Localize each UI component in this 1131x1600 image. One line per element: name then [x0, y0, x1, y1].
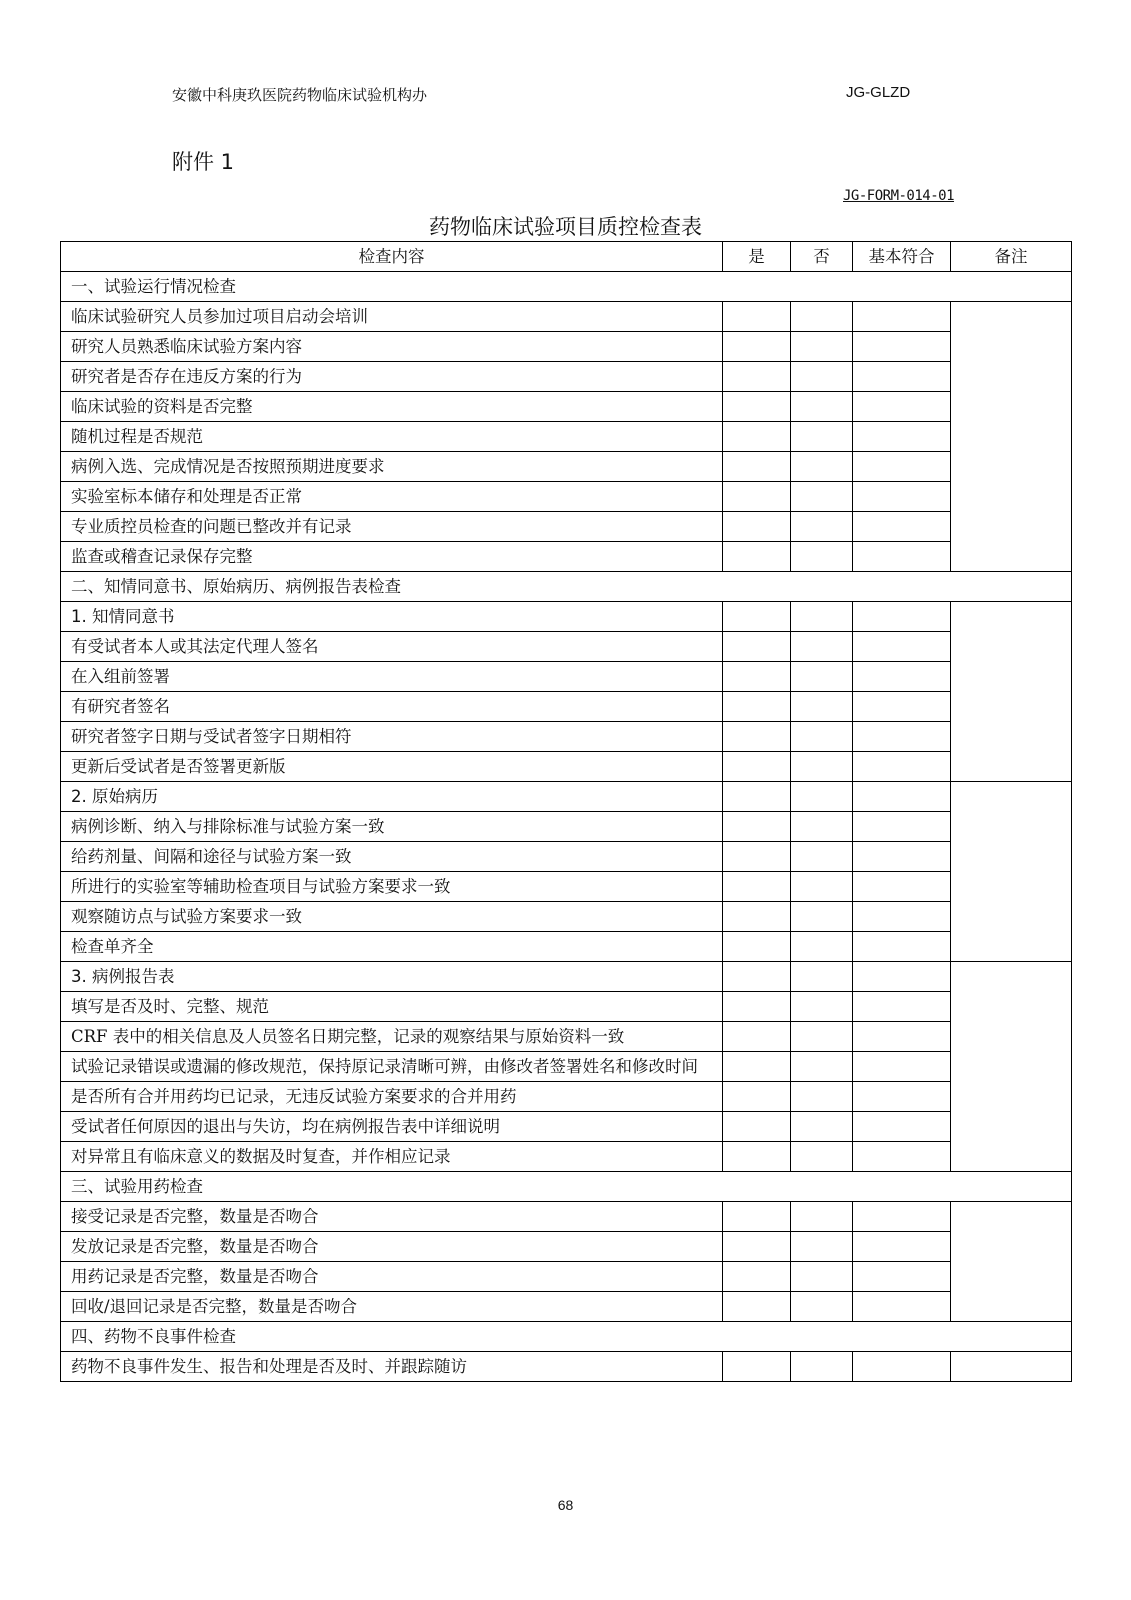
checklist-row: [61, 1202, 1072, 1232]
check-cell-yes[interactable]: [723, 602, 791, 632]
checklist-row: [61, 1142, 1072, 1172]
check-cell-no[interactable]: [791, 752, 853, 782]
check-cell-yes[interactable]: [723, 1232, 791, 1262]
col-header-content: 检查内容: [61, 242, 723, 272]
check-item: 病例诊断、纳入与排除标准与试验方案一致: [61, 812, 723, 842]
check-item: 对异常且有临床意义的数据及时复查，并作相应记录: [61, 1142, 723, 1172]
checklist-row: [61, 752, 1072, 782]
checklist-row: [61, 692, 1072, 722]
check-cell-no[interactable]: [791, 1232, 853, 1262]
checklist-row: [61, 512, 1072, 542]
check-cell-no[interactable]: [791, 812, 853, 842]
qc-checklist-table: [60, 241, 1072, 1382]
check-cell-no[interactable]: [791, 1352, 853, 1382]
section-heading: 一、试验运行情况检查: [61, 272, 1072, 302]
check-cell-no[interactable]: [791, 902, 853, 932]
check-cell-yes[interactable]: [723, 1262, 791, 1292]
check-cell-yes[interactable]: [723, 482, 791, 512]
check-cell-basically[interactable]: [853, 932, 951, 962]
subsection-heading: 1. 知情同意书: [61, 602, 723, 632]
check-cell-yes[interactable]: [723, 542, 791, 572]
checklist-row: [61, 332, 1072, 362]
check-cell-basically[interactable]: [853, 752, 951, 782]
section-heading: 四、药物不良事件检查: [61, 1322, 1072, 1352]
subsection-row: [61, 782, 1072, 812]
check-cell-yes[interactable]: [723, 812, 791, 842]
check-cell-no[interactable]: [791, 302, 853, 332]
subsection-row: [61, 962, 1072, 992]
col-header-yes: 是: [723, 242, 791, 272]
check-cell-no[interactable]: [791, 452, 853, 482]
check-cell-yes[interactable]: [723, 1052, 791, 1082]
checklist-row: [61, 1022, 1072, 1052]
subsection-heading: 2. 原始病历: [61, 782, 723, 812]
check-item: 试验记录错误或遗漏的修改规范，保持原记录清晰可辨，由修改者签署姓名和修改时间: [61, 1052, 723, 1082]
check-cell-no[interactable]: [791, 1022, 853, 1052]
check-cell-yes[interactable]: [723, 1202, 791, 1232]
checklist-row: [61, 632, 1072, 662]
checklist-row: [61, 1112, 1072, 1142]
check-cell-basically[interactable]: [853, 632, 951, 662]
section-heading-row: [61, 272, 1072, 302]
checklist-row: [61, 812, 1072, 842]
checklist-row: [61, 1262, 1072, 1292]
check-cell-no[interactable]: [791, 782, 853, 812]
check-item: 研究人员熟悉临床试验方案内容: [61, 332, 723, 362]
check-item: 病例入选、完成情况是否按照预期进度要求: [61, 452, 723, 482]
check-cell-yes[interactable]: [723, 332, 791, 362]
check-cell-yes[interactable]: [723, 692, 791, 722]
check-item: 监查或稽查记录保存完整: [61, 542, 723, 572]
check-cell-no[interactable]: [791, 662, 853, 692]
check-cell-no[interactable]: [791, 422, 853, 452]
checklist-row: [61, 1052, 1072, 1082]
form-number: JG-FORM-014-01: [843, 188, 955, 204]
table-header-row: [61, 242, 1072, 272]
check-cell-yes[interactable]: [723, 452, 791, 482]
check-cell-basically[interactable]: [853, 782, 951, 812]
checklist-row: [61, 392, 1072, 422]
check-item: 接受记录是否完整，数量是否吻合: [61, 1202, 723, 1232]
remarks-cell[interactable]: [951, 962, 1072, 1172]
check-cell-basically[interactable]: [853, 662, 951, 692]
check-cell-no[interactable]: [791, 722, 853, 752]
checklist-row: [61, 1352, 1072, 1382]
check-item: 临床试验研究人员参加过项目启动会培训: [61, 302, 723, 332]
checklist-row: [61, 932, 1072, 962]
subsection-heading: 3. 病例报告表: [61, 962, 723, 992]
check-cell-no[interactable]: [791, 1142, 853, 1172]
check-cell-yes[interactable]: [723, 302, 791, 332]
check-cell-yes[interactable]: [723, 962, 791, 992]
check-cell-yes[interactable]: [723, 1352, 791, 1382]
check-cell-yes[interactable]: [723, 1142, 791, 1172]
check-cell-no[interactable]: [791, 1082, 853, 1112]
checklist-row: [61, 662, 1072, 692]
checklist-row: [61, 872, 1072, 902]
check-cell-basically[interactable]: [853, 1052, 951, 1082]
check-item: 观察随访点与试验方案要求一致: [61, 902, 723, 932]
checklist-row: [61, 1292, 1072, 1322]
check-cell-yes[interactable]: [723, 1082, 791, 1112]
check-cell-yes[interactable]: [723, 632, 791, 662]
check-item: 研究者是否存在违反方案的行为: [61, 362, 723, 392]
check-item: 临床试验的资料是否完整: [61, 392, 723, 422]
check-cell-basically[interactable]: [853, 1142, 951, 1172]
checklist-row: [61, 362, 1072, 392]
header-org: 安徽中科庚玖医院药物临床试验机构办: [172, 86, 428, 104]
check-cell-no[interactable]: [791, 932, 853, 962]
attachment-label: 附件 1: [172, 150, 235, 174]
check-cell-basically[interactable]: [853, 962, 951, 992]
check-item: 发放记录是否完整，数量是否吻合: [61, 1232, 723, 1262]
check-cell-basically[interactable]: [853, 332, 951, 362]
check-cell-yes[interactable]: [723, 932, 791, 962]
check-cell-no[interactable]: [791, 872, 853, 902]
check-cell-yes[interactable]: [723, 1112, 791, 1142]
check-cell-basically[interactable]: [853, 722, 951, 752]
check-cell-basically[interactable]: [853, 992, 951, 1022]
check-cell-no[interactable]: [791, 482, 853, 512]
check-cell-no[interactable]: [791, 1292, 853, 1322]
check-item: 有研究者签名: [61, 692, 723, 722]
check-item: 药物不良事件发生、报告和处理是否及时、并跟踪随访: [61, 1352, 723, 1382]
checklist-row: [61, 902, 1072, 932]
check-cell-yes[interactable]: [723, 422, 791, 452]
check-cell-no[interactable]: [791, 632, 853, 662]
check-cell-basically[interactable]: [853, 842, 951, 872]
header-code: JG-GLZD: [846, 84, 911, 101]
check-cell-yes[interactable]: [723, 992, 791, 1022]
check-item: 更新后受试者是否签署更新版: [61, 752, 723, 782]
check-item: CRF 表中的相关信息及人员签名日期完整，记录的观察结果与原始资料一致: [61, 1022, 723, 1052]
checklist-row: [61, 302, 1072, 332]
check-item: 受试者任何原因的退出与失访，均在病例报告表中详细说明: [61, 1112, 723, 1142]
check-cell-yes[interactable]: [723, 392, 791, 422]
check-cell-yes[interactable]: [723, 362, 791, 392]
col-header-no: 否: [791, 242, 853, 272]
check-cell-basically[interactable]: [853, 902, 951, 932]
section-heading-row: [61, 1172, 1072, 1202]
checklist-row: [61, 992, 1072, 1022]
check-item: 在入组前签署: [61, 662, 723, 692]
checklist-row: [61, 842, 1072, 872]
check-cell-basically[interactable]: [853, 1082, 951, 1112]
check-item: 实验室标本储存和处理是否正常: [61, 482, 723, 512]
section-heading: 三、试验用药检查: [61, 1172, 1072, 1202]
col-header-remarks: 备注: [951, 242, 1072, 272]
check-cell-basically[interactable]: [853, 1352, 951, 1382]
check-cell-basically[interactable]: [853, 872, 951, 902]
col-header-basically: 基本符合: [853, 242, 951, 272]
check-cell-basically[interactable]: [853, 302, 951, 332]
check-item: 所进行的实验室等辅助检查项目与试验方案要求一致: [61, 872, 723, 902]
subsection-row: [61, 602, 1072, 632]
remarks-cell[interactable]: [951, 602, 1072, 782]
check-cell-no[interactable]: [791, 362, 853, 392]
check-cell-basically[interactable]: [853, 362, 951, 392]
check-cell-basically[interactable]: [853, 1022, 951, 1052]
check-item: 填写是否及时、完整、规范: [61, 992, 723, 1022]
check-cell-no[interactable]: [791, 332, 853, 362]
remarks-cell[interactable]: [951, 782, 1072, 962]
check-item: 有受试者本人或其法定代理人签名: [61, 632, 723, 662]
check-cell-basically[interactable]: [853, 1202, 951, 1232]
check-item: 研究者签字日期与受试者签字日期相符: [61, 722, 723, 752]
check-cell-basically[interactable]: [853, 602, 951, 632]
check-cell-no[interactable]: [791, 1262, 853, 1292]
check-cell-basically[interactable]: [853, 512, 951, 542]
check-cell-no[interactable]: [791, 842, 853, 872]
check-cell-no[interactable]: [791, 1052, 853, 1082]
check-cell-yes[interactable]: [723, 1022, 791, 1052]
check-item: 随机过程是否规范: [61, 422, 723, 452]
check-cell-basically[interactable]: [853, 422, 951, 452]
checklist-row: [61, 452, 1072, 482]
check-item: 专业质控员检查的问题已整改并有记录: [61, 512, 723, 542]
check-cell-yes[interactable]: [723, 662, 791, 692]
check-cell-yes[interactable]: [723, 752, 791, 782]
check-cell-no[interactable]: [791, 992, 853, 1022]
remarks-cell[interactable]: [951, 1352, 1072, 1382]
check-cell-yes[interactable]: [723, 1292, 791, 1322]
check-cell-no[interactable]: [791, 392, 853, 422]
check-cell-basically[interactable]: [853, 1112, 951, 1142]
check-cell-no[interactable]: [791, 602, 853, 632]
page-title: 药物临床试验项目质控检查表: [429, 215, 702, 239]
check-item: 检查单齐全: [61, 932, 723, 962]
check-cell-no[interactable]: [791, 1202, 853, 1232]
checklist-row: [61, 1232, 1072, 1262]
section-heading: 二、知情同意书、原始病历、病例报告表检查: [61, 572, 1072, 602]
check-item: 是否所有合并用药均已记录，无违反试验方案要求的合并用药: [61, 1082, 723, 1112]
remarks-cell[interactable]: [951, 302, 1072, 572]
check-cell-yes[interactable]: [723, 842, 791, 872]
check-cell-no[interactable]: [791, 1112, 853, 1142]
check-cell-basically[interactable]: [853, 452, 951, 482]
check-cell-yes[interactable]: [723, 782, 791, 812]
checklist-row: [61, 482, 1072, 512]
check-cell-basically[interactable]: [853, 1232, 951, 1262]
check-cell-basically[interactable]: [853, 1262, 951, 1292]
table-body: [61, 272, 1072, 1382]
page-number: 68: [557, 1497, 574, 1513]
section-heading-row: [61, 1322, 1072, 1352]
check-cell-yes[interactable]: [723, 722, 791, 752]
section-heading-row: [61, 572, 1072, 602]
check-item: 给药剂量、间隔和途径与试验方案一致: [61, 842, 723, 872]
check-item: 用药记录是否完整，数量是否吻合: [61, 1262, 723, 1292]
check-cell-basically[interactable]: [853, 1292, 951, 1322]
check-cell-basically[interactable]: [853, 392, 951, 422]
check-cell-no[interactable]: [791, 512, 853, 542]
check-cell-yes[interactable]: [723, 512, 791, 542]
checklist-row: [61, 542, 1072, 572]
check-cell-no[interactable]: [791, 962, 853, 992]
check-cell-no[interactable]: [791, 692, 853, 722]
checklist-row: [61, 722, 1072, 752]
check-cell-yes[interactable]: [723, 872, 791, 902]
check-cell-no[interactable]: [791, 542, 853, 572]
check-cell-basically[interactable]: [853, 812, 951, 842]
checklist-row: [61, 422, 1072, 452]
check-cell-yes[interactable]: [723, 902, 791, 932]
check-cell-basically[interactable]: [853, 542, 951, 572]
check-item: 回收/退回记录是否完整，数量是否吻合: [61, 1292, 723, 1322]
check-cell-basically[interactable]: [853, 692, 951, 722]
remarks-cell[interactable]: [951, 1202, 1072, 1322]
check-cell-basically[interactable]: [853, 482, 951, 512]
checklist-row: [61, 1082, 1072, 1112]
